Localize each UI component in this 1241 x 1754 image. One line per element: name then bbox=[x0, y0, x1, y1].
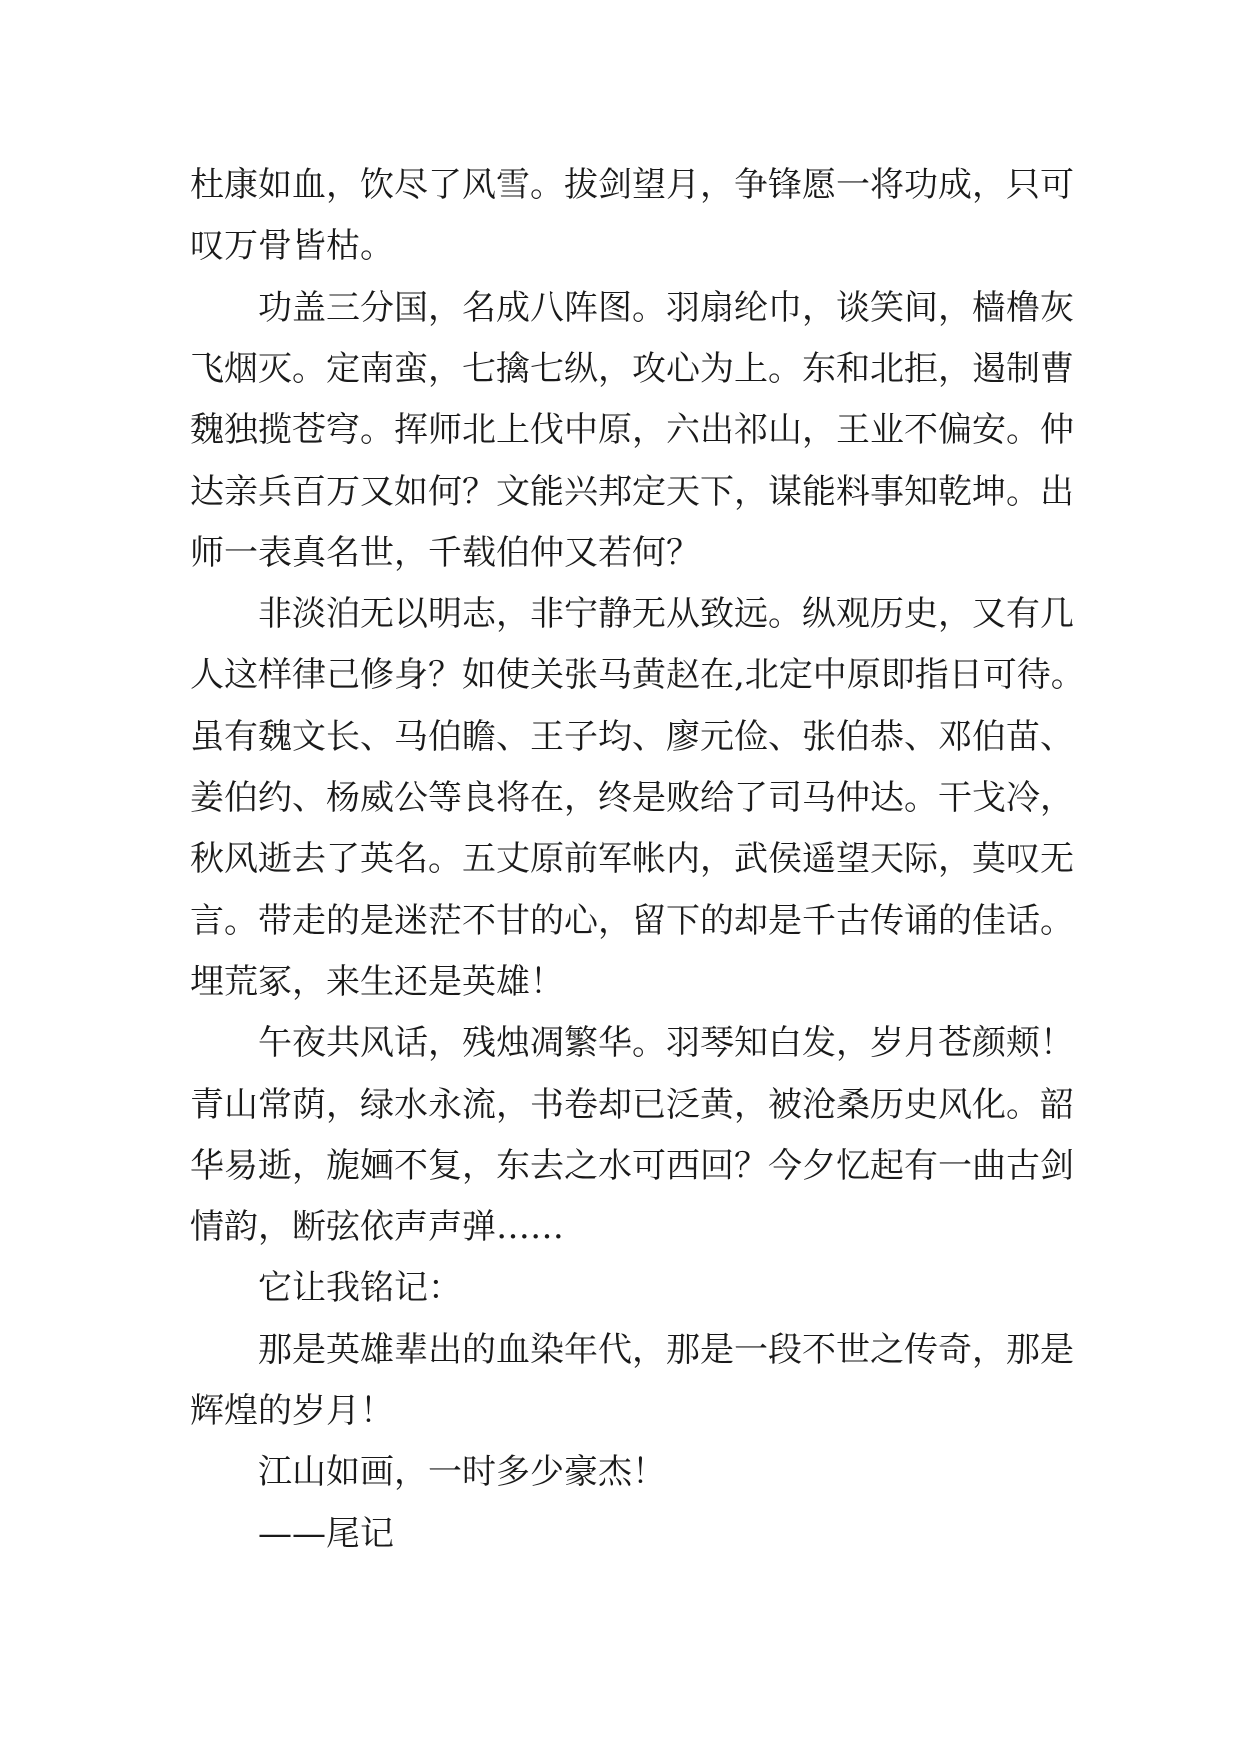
text-line: 飞烟灭。定南蛮，七擒七纵，攻心为上。东和北拒，遏制曹 bbox=[190, 348, 1074, 389]
text-line: 虽有魏文长、马伯瞻、王子均、廖元俭、张伯恭、邓伯苗、 bbox=[190, 716, 1074, 757]
text-line: 叹万骨皆枯。 bbox=[190, 226, 394, 267]
text-line: 姜伯约、杨威公等良将在，终是败给了司马仲达。干戈冷， bbox=[190, 778, 1074, 818]
text-line: 达亲兵百万又如何？文能兴邦定天下，谋能料事知乾坤。出 bbox=[190, 471, 1074, 512]
text-line: 人这样律己修身？如使关张马黄赵在,北定中原即指日可待。 bbox=[190, 655, 1085, 696]
text-line: 午夜共风话，残烛凋繁华。羽琴知白发，岁月苍颜颊！ bbox=[258, 1023, 1074, 1064]
text-line: 情韵，断弦依声声弹…… bbox=[190, 1207, 564, 1248]
text-line: 它让我铭记： bbox=[258, 1268, 462, 1309]
text-line: 言。带走的是迷茫不甘的心，留下的却是千古传诵的佳话。 bbox=[190, 900, 1074, 941]
text-line: 非淡泊无以明志，非宁静无从致远。纵观历史，又有几 bbox=[258, 594, 1074, 635]
text-line: 秋风逝去了英名。五丈原前军帐内，武侯遥望天际，莫叹无 bbox=[190, 839, 1074, 880]
text-line: 辉煌的岁月！ bbox=[190, 1391, 394, 1431]
text-line: 那是英雄辈出的血染年代，那是一段不世之传奇，那是 bbox=[258, 1329, 1074, 1370]
text-line: 埋荒冢，来生还是英雄！ bbox=[190, 961, 564, 1002]
text-line: ——尾记 bbox=[258, 1513, 394, 1554]
text-line: 魏独揽苍穹。挥师北上伐中原，六出祁山，王业不偏安。仲 bbox=[190, 410, 1074, 451]
text-line: 华易逝，旎婳不复，东去之水可西回？今夕忆起有一曲古剑 bbox=[190, 1145, 1074, 1186]
text-line: 功盖三分国，名成八阵图。羽扇纶巾，谈笑间，樯橹灰 bbox=[258, 287, 1074, 328]
text-line: 杜康如血，饮尽了风雪。拔剑望月，争锋愿一将功成，只可 bbox=[190, 165, 1074, 205]
text-line: 青山常荫，绿水永流，书卷却已泛黄，被沧桑历史风化。韶 bbox=[190, 1084, 1074, 1125]
text-line: 师一表真名世，千载伯仲又若何？ bbox=[190, 532, 700, 573]
text-line: 江山如画，一时多少豪杰！ bbox=[258, 1452, 666, 1493]
